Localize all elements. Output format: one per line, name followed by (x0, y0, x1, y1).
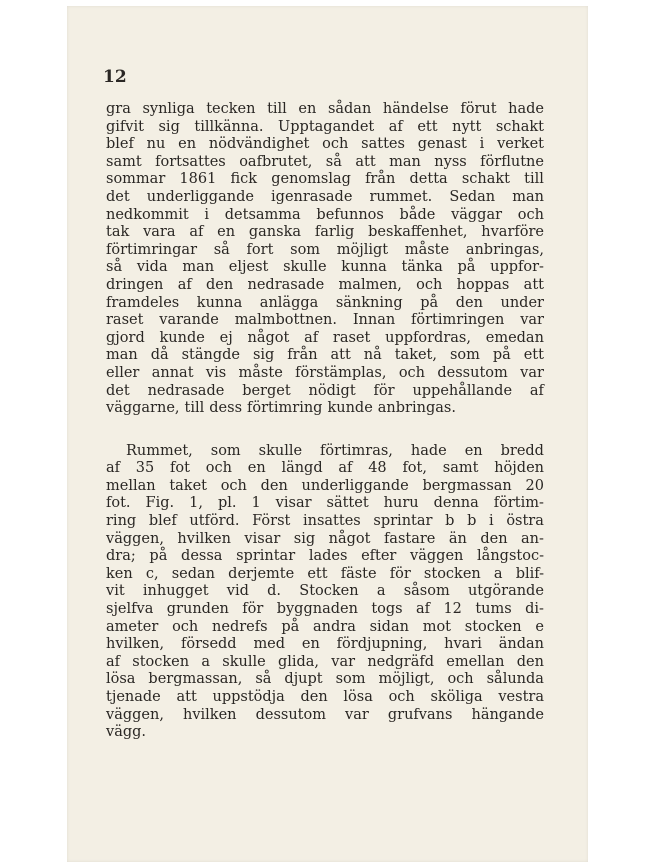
text-line: man då stängde sig från att nå taket, som på ett (106, 347, 544, 364)
text-line: så vida man eljest skulle kunna tänka på uppfor- (106, 259, 544, 276)
text-line: samt fortsattes oafbrutet, så att man nyss förflutne (106, 153, 544, 170)
text-line: gra synliga tecken till en sådan händelse förut hade (106, 101, 544, 117)
text-line: gjord kunde ej något af raset uppfordras, emedan (106, 329, 544, 346)
text-line: raset varande malmbottnen. Innan förtimringen var (106, 312, 544, 329)
paragraph (106, 101, 544, 418)
text-line: ken c, sedan derjemte ett fäste för stocken a blif- (106, 565, 544, 582)
text-line: det underliggande igenrasade rummet. Sedan man (106, 188, 544, 205)
text-line: framdeles kunna anlägga sänkning på den under (106, 294, 544, 311)
page-number: 12 (103, 67, 127, 87)
text-line: dra; på dessa sprintar lades efter väggen långstoc- (106, 548, 544, 565)
text-line: nedkommit i detsamma befunnos både väggar och (106, 206, 544, 223)
text-line: af 35 fot och en längd af 48 fot, samt höjden (106, 460, 544, 477)
text-line: dringen af den nedrasade malmen, och hoppas att (106, 276, 544, 293)
paragraph-gap (106, 418, 544, 443)
text-line: af stocken a skulle glida, var nedgräfd emellan den (106, 653, 544, 670)
paragraph (106, 443, 544, 742)
text-line: vit inhugget vid d. Stocken a såsom utgörande (106, 583, 544, 600)
text-line: blef nu en nödvändighet och sattes genast i verket (106, 136, 544, 153)
text-line: förtimringar så fort som möjligt måste anbringas, (106, 241, 544, 258)
text-line: väggen, hvilken dessutom var grufvans hängande (106, 706, 544, 723)
text-line: ameter och nedrefs på andra sidan mot stocken e (106, 618, 544, 635)
text-line: tjenade att uppstödja den lösa och sköliga vestra (106, 689, 544, 705)
text-line: fot. Fig. 1, pl. 1 visar sättet huru denna förtim- (106, 495, 544, 512)
text-line: tak vara af en ganska farlig beskaffenhet, hvarföre (106, 224, 544, 241)
text-line: lösa bergmassan, så djupt som möjligt, och sålunda (106, 671, 544, 688)
text-line: vägg. (106, 724, 147, 741)
text-line: ring blef utförd. Först insattes sprintar b b i östra (106, 513, 544, 530)
text-line: gifvit sig tillkänna. Upptagandet af ett nytt schakt (106, 118, 544, 135)
text-line: eller annat vis måste förstämplas, och dessutom var (106, 364, 544, 381)
body-text (106, 101, 544, 742)
text-line: sommar 1861 fick genomslag från detta schakt till (106, 171, 544, 188)
text-line: Rummet, som skulle förtimras, hade en bredd (126, 442, 544, 459)
text-line: väggen, hvilken visar sig något fastare än den an- (106, 530, 544, 547)
text-line: hvilken, försedd med en fördjupning, hvari ändan (106, 636, 544, 653)
text-line: väggarne, till dess förtimring kunde anbringas. (106, 400, 456, 417)
text-line: mellan taket och den underliggande bergmassan 20 (106, 477, 544, 494)
text-line: det nedrasade berget nödigt för uppehållande af (106, 382, 544, 399)
text-line: sjelfva grunden för byggnaden togs af 12 tums di- (106, 601, 544, 618)
